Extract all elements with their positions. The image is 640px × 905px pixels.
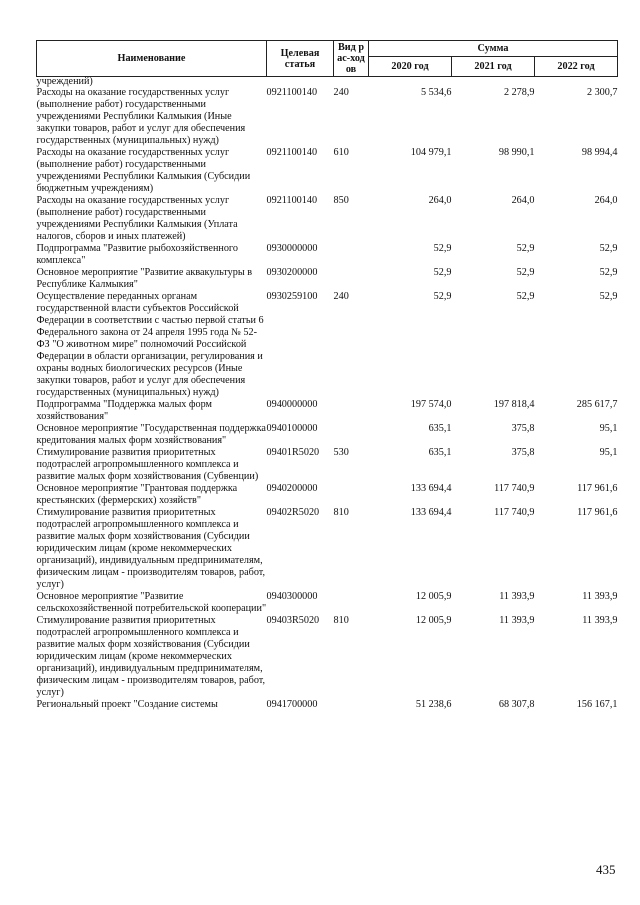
row-code: 0940200000	[266, 483, 318, 494]
row-2020: 52,9	[433, 267, 452, 278]
row-vid	[334, 77, 369, 88]
row-code: 0940000000	[266, 399, 318, 410]
row-code: 0930259100	[266, 291, 318, 302]
row-vid	[334, 423, 369, 447]
page-number: 435	[596, 862, 616, 877]
row-name: Стимулирование развития приоритетных подотраслей агропромышленного комплекса и развитие малых форм хозяйствования (Субсидии юридическим лицам (кроме некоммерческих организаций), индивидуальным предпринимателям, физическим лицам - производителям товаров, работ, услуг)	[36, 507, 266, 590]
row-name: Расходы на оказание государственных услуг (выполнение работ) государственными учреждениями Республики Калмыкия (Иные закупки товаров, работ и услуг для обеспечения государственных (муниципальных) нужд)	[36, 87, 246, 146]
row-code: 0930000000	[266, 243, 318, 254]
row-2021: 11 393,9	[499, 615, 535, 626]
header-2020: 2020 год	[369, 57, 452, 77]
row-code: 0940300000	[266, 591, 318, 602]
table-row	[37, 243, 618, 267]
row-2020: 5 534,6	[420, 87, 452, 98]
row-2020: 264,0	[428, 195, 452, 206]
header-target-text: Целевая статья	[280, 47, 320, 70]
row-code: 0930200000	[266, 267, 318, 278]
table-row	[37, 699, 618, 711]
row-2021: 375,8	[511, 423, 535, 434]
row-vid: 240	[333, 291, 349, 302]
row-code: 0940100000	[266, 423, 318, 434]
header-sum: Сумма	[369, 41, 618, 57]
table-row	[37, 507, 618, 591]
header-target	[267, 41, 334, 77]
row-code: 0921100140	[266, 87, 318, 98]
header-2021: 2021 год	[452, 57, 535, 77]
table-row	[37, 267, 618, 291]
row-2022: 52,9	[599, 243, 618, 254]
budget-table	[36, 40, 618, 711]
row-2022: 52,9	[599, 267, 618, 278]
table-row	[37, 483, 618, 507]
row-2021: 117 740,9	[494, 483, 535, 494]
row-2021: 375,8	[511, 447, 535, 458]
row-2020: 51 238,6	[415, 699, 452, 710]
row-2021	[452, 77, 535, 88]
row-name: Стимулирование развития приоритетных подотраслей агропромышленного комплекса и развитие малых форм хозяйствования (Субвенции)	[36, 447, 259, 482]
row-2021: 52,9	[516, 243, 535, 254]
row-2022: 98 994,4	[581, 147, 618, 158]
table-row	[37, 77, 618, 88]
row-2022: 52,9	[599, 291, 618, 302]
row-code: 0921100140	[266, 195, 318, 206]
row-name: Расходы на оказание государственных услуг (выполнение работ) государственными учреждениями Республики Калмыкия (Уплата налогов, сборов и иных платежей)	[36, 195, 238, 242]
row-code: 0921100140	[266, 147, 318, 158]
row-2021: 52,9	[516, 267, 535, 278]
table-row	[37, 423, 618, 447]
row-vid	[334, 591, 369, 615]
table-row	[37, 615, 618, 699]
row-name: Подпрограмма "Развитие рыбохозяйственного комплекса"	[36, 243, 238, 266]
row-name: учреждений)	[36, 76, 93, 87]
header-vid	[334, 41, 369, 77]
row-2020: 52,9	[433, 243, 452, 254]
row-2020	[369, 77, 452, 88]
header-vid-text: Вид рас-ходов	[337, 42, 365, 75]
row-2022: 95,1	[599, 447, 618, 458]
row-vid	[334, 243, 369, 267]
row-code: 09401R5020	[266, 447, 320, 458]
row-2022: 2 300,7	[586, 87, 618, 98]
row-vid: 850	[333, 195, 349, 206]
row-2020: 12 005,9	[415, 615, 452, 626]
table-body	[37, 77, 618, 712]
row-code	[267, 77, 334, 88]
row-2020: 197 574,0	[410, 399, 452, 410]
row-name: Расходы на оказание государственных услуг (выполнение работ) государственными учреждениями Республики Калмыкия (Субсидии бюджетным учреждениям)	[36, 147, 251, 194]
table-row	[37, 195, 618, 243]
row-code: 09403R5020	[266, 615, 320, 626]
row-2022: 11 393,9	[582, 615, 618, 626]
row-2020: 104 979,1	[410, 147, 452, 158]
row-code: 09402R5020	[266, 507, 320, 518]
row-vid	[334, 699, 369, 711]
row-2022: 117 961,6	[577, 507, 618, 518]
row-vid	[334, 267, 369, 291]
row-2020: 635,1	[428, 423, 452, 434]
row-name: Региональный проект "Создание системы	[36, 699, 218, 710]
row-code: 0941700000	[266, 699, 318, 710]
row-vid	[334, 483, 369, 507]
row-2022: 264,0	[594, 195, 618, 206]
row-vid: 610	[333, 147, 349, 158]
row-2022: 11 393,9	[582, 591, 618, 602]
header-name: Наименование	[37, 41, 267, 77]
row-name: Осуществление переданных органам государственной власти субъектов Российской Федерации в соответствии с частью первой статьи 6 Федерального закона от 24 апреля 1995 года № 52-ФЗ "О животном мире" полномочий Российской Федерации в области организации, регулирования и охраны водных биологических ресурсов (Иные закупки товаров, работ и услуг для обеспечения государственных (муниципальных) нужд)	[36, 291, 264, 398]
row-2021: 11 393,9	[499, 591, 535, 602]
row-2021: 197 818,4	[493, 399, 535, 410]
row-2022: 95,1	[599, 423, 618, 434]
table-row	[37, 447, 618, 483]
row-2022	[535, 77, 618, 88]
row-2020: 12 005,9	[415, 591, 452, 602]
row-name: Основное мероприятие "Государственная поддержка кредитования малых форм хозяйствования"	[36, 423, 266, 446]
row-2020: 635,1	[428, 447, 452, 458]
header-2022: 2022 год	[535, 57, 618, 77]
row-name: Стимулирование развития приоритетных подотраслей агропромышленного комплекса и развитие малых форм хозяйствования (Субсидии юридическим лицам (кроме некоммерческих организаций), индивидуальным предпринимателям, физическим лицам - производителям товаров, работ, услуг)	[36, 615, 266, 698]
row-name: Подпрограмма "Поддержка малых форм хозяйствования"	[36, 399, 213, 422]
row-2021: 264,0	[511, 195, 535, 206]
row-2021: 117 740,9	[494, 507, 535, 518]
row-2022: 285 617,7	[576, 399, 618, 410]
row-2020: 133 694,4	[410, 507, 452, 518]
table-row	[37, 591, 618, 615]
table-row	[37, 291, 618, 399]
row-name: Основное мероприятие "Развитие аквакультуры в Республике Калмыкия"	[36, 267, 253, 290]
row-vid: 530	[333, 447, 349, 458]
row-2022: 156 167,1	[576, 699, 618, 710]
row-name: Основное мероприятие "Грантовая поддержка крестьянских (фермерских) хозяйств"	[36, 483, 238, 506]
row-2021: 68 307,8	[498, 699, 535, 710]
row-vid	[334, 399, 369, 423]
table-row	[37, 399, 618, 423]
row-2021: 98 990,1	[498, 147, 535, 158]
row-name: Основное мероприятие "Развитие сельскохозяйственной потребительской кооперации"	[36, 591, 267, 614]
row-2021: 2 278,9	[503, 87, 535, 98]
table-row	[37, 147, 618, 195]
row-2020: 52,9	[433, 291, 452, 302]
row-2021: 52,9	[516, 291, 535, 302]
table-row	[37, 87, 618, 147]
row-vid: 810	[333, 507, 349, 518]
row-2020: 133 694,4	[410, 483, 452, 494]
table-header	[37, 41, 618, 77]
row-2022: 117 961,6	[577, 483, 618, 494]
row-vid: 810	[333, 615, 349, 626]
row-vid: 240	[333, 87, 349, 98]
